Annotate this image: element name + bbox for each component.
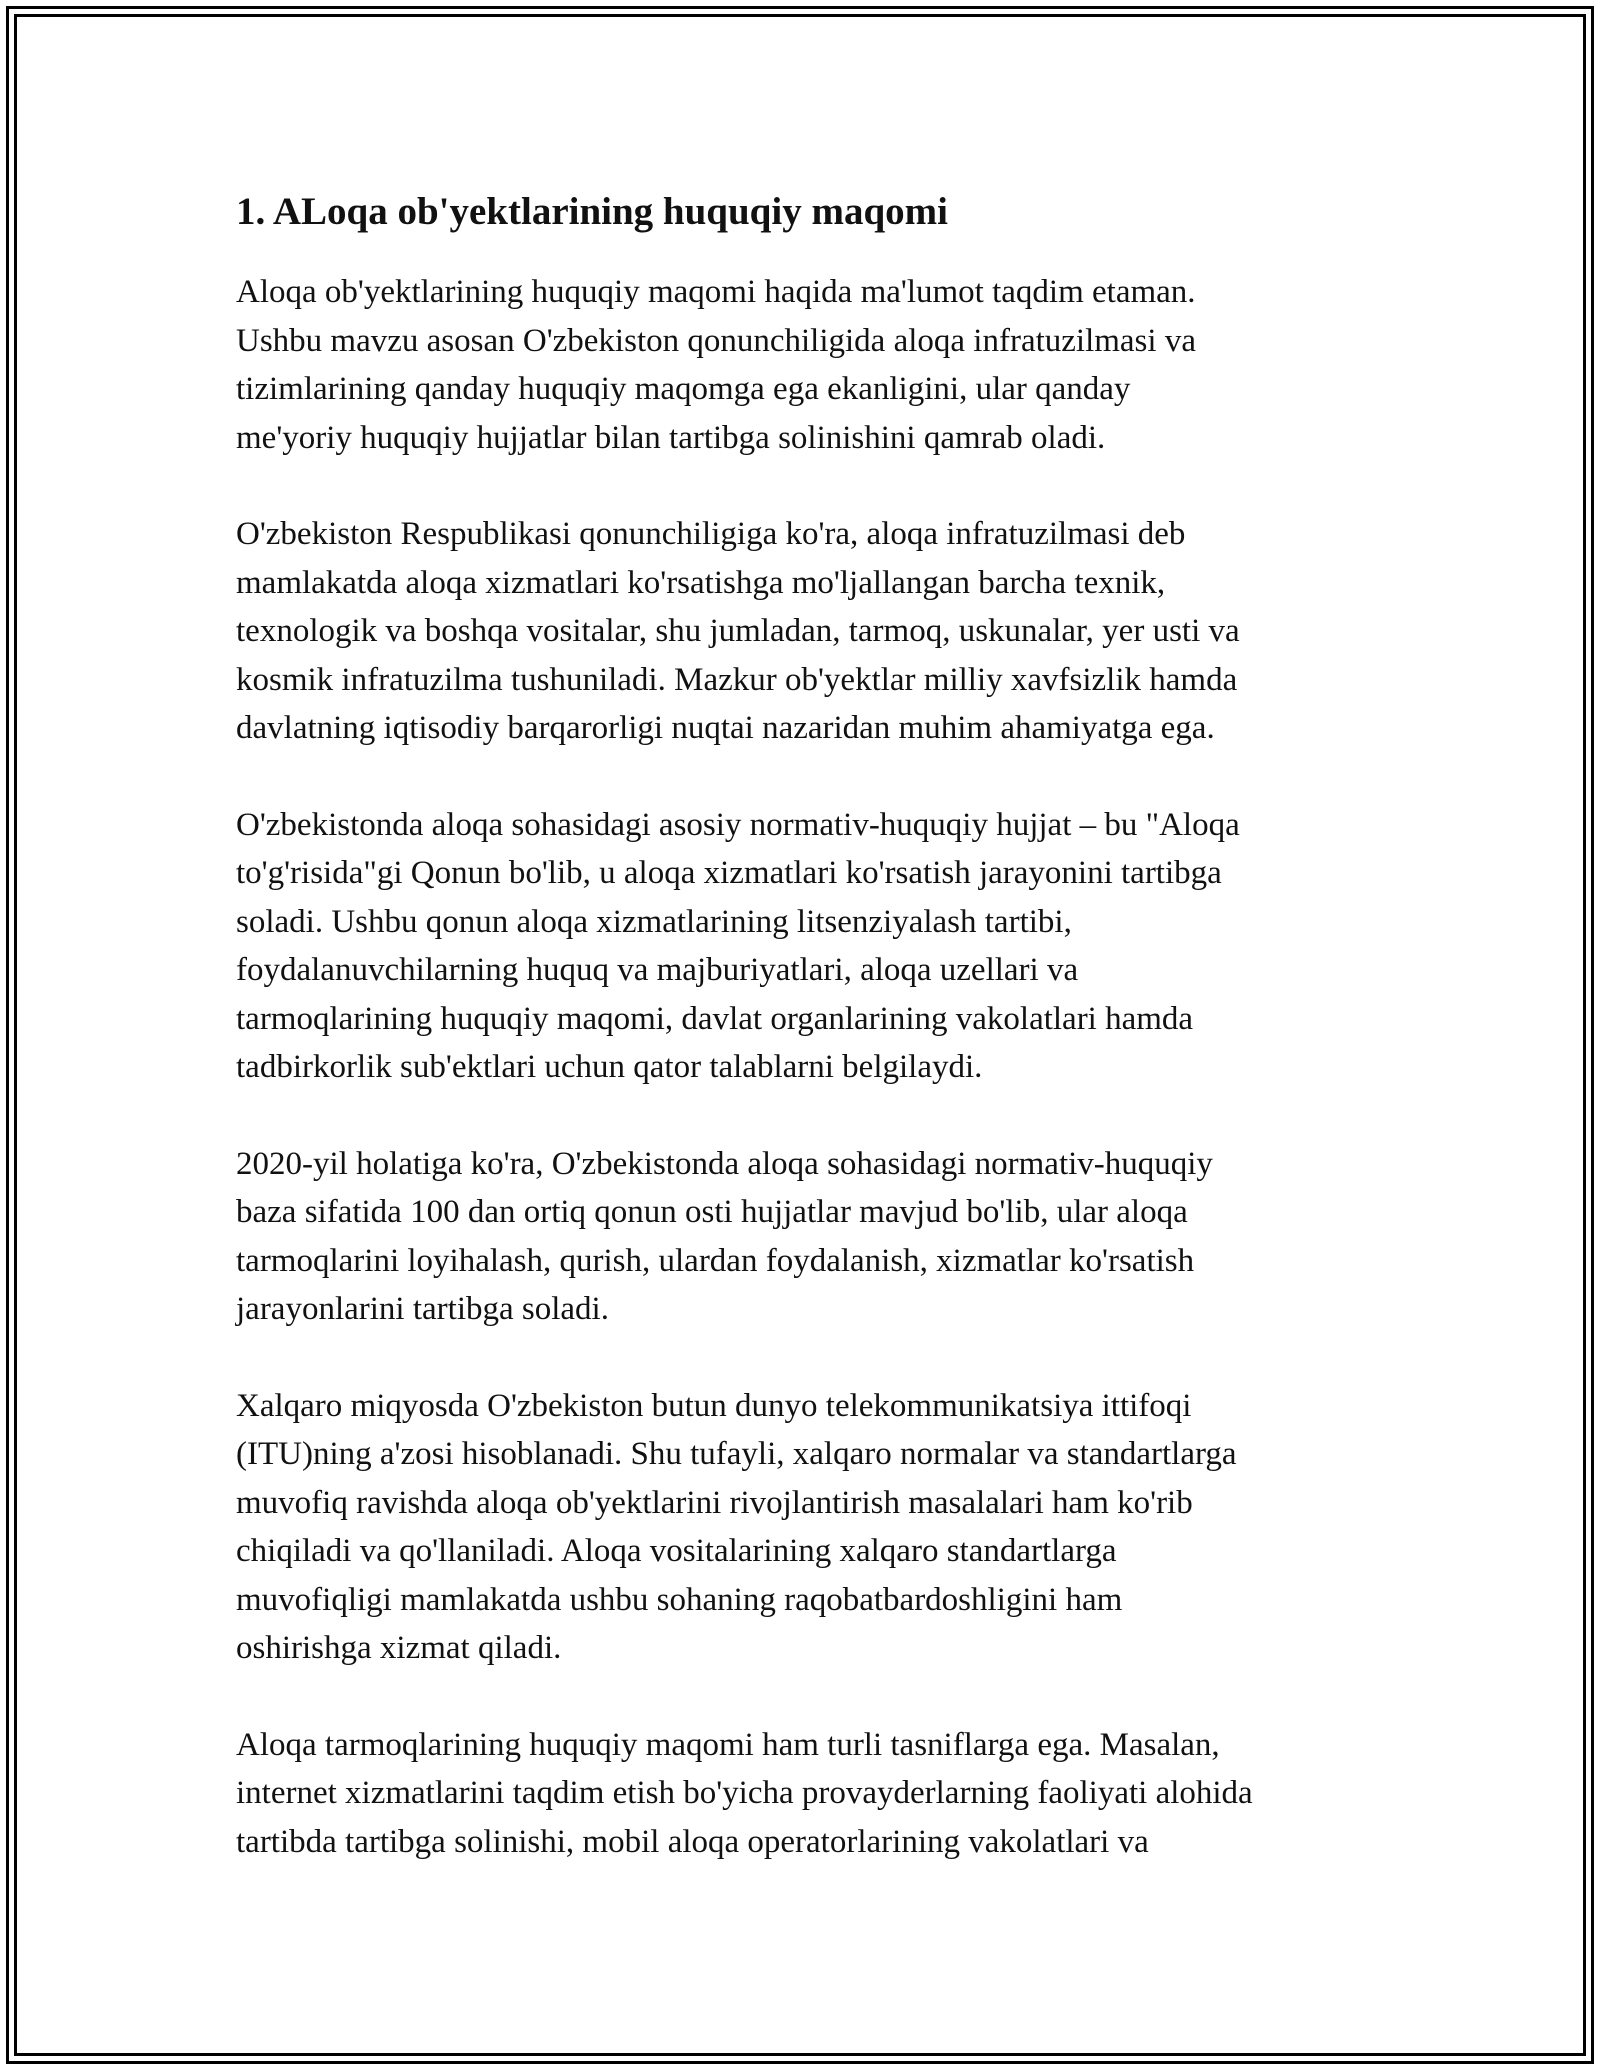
paragraph-line: 2020-yil holatiga ko'ra, O'zbekistonda aloqa sohasidagi normativ-huquqiy	[236, 1145, 1213, 1182]
paragraph-line: muvofiqligi mamlakatda ushbu sohaning raqobatbardoshligini ham	[236, 1581, 1123, 1618]
paragraph-line: baza sifatida 100 dan ortiq qonun osti hujjatlar mavjud bo'lib, ular aloqa	[236, 1194, 1188, 1230]
document-heading: 1. ALoqa ob'yektlarining huquqiy maqomi	[236, 190, 948, 233]
paragraph-6	[236, 1721, 1396, 1867]
paragraph-5	[236, 1382, 1396, 1673]
paragraph-line: chiqiladi va qo'llaniladi. Aloqa vositalarining xalqaro standartlarga	[236, 1533, 1117, 1569]
paragraph-line: O'zbekistonda aloqa sohasidagi asosiy normativ-huquqiy hujjat – bu "Aloqa	[236, 806, 1240, 843]
paragraph-line: internet xizmatlarini taqdim etish bo'yicha provayderlarning faoliyati alohida	[236, 1775, 1253, 1811]
paragraph-3	[236, 801, 1396, 1092]
paragraph-line: kosmik infratuzilma tushuniladi. Mazkur ob'yektlar milliy xavfsizlik hamda	[236, 661, 1238, 698]
paragraph-line: jarayonlarini tartibga soladi.	[236, 1291, 609, 1327]
paragraph-line: Xalqaro miqyosda O'zbekiston butun dunyo telekommunikatsiya ittifoqi	[236, 1387, 1192, 1424]
paragraph-line: mamlakatda aloqa xizmatlari ko'rsatishga mo'ljallangan barcha texnik,	[236, 564, 1166, 601]
paragraph-line: foydalanuvchilarning huquq va majburiyatlari, aloqa uzellari va	[236, 952, 1079, 988]
paragraph-line: to'g'risida"gi Qonun bo'lib, u aloqa xizmatlari ko'rsatish jarayonini tartibga	[236, 855, 1222, 891]
paragraph-line: Ushbu mavzu asosan O'zbekiston qonunchiligida aloqa infratuzilmasi va	[236, 322, 1196, 359]
paragraph-4	[236, 1140, 1396, 1334]
paragraph-line: davlatning iqtisodiy barqarorligi nuqtai nazaridan muhim ahamiyatga ega.	[236, 710, 1215, 746]
paragraph-line: tartibda tartibga solinishi, mobil aloqa operatorlarining vakolatlari va	[236, 1823, 1149, 1860]
paragraph-1	[236, 268, 1396, 462]
paragraph-line: Aloqa tarmoqlarining huquqiy maqomi ham turli tasniflarga ega. Masalan,	[236, 1726, 1220, 1763]
paragraph-2	[236, 510, 1396, 753]
paragraph-line: texnologik va boshqa vositalar, shu jumladan, tarmoq, uskunalar, yer usti va	[236, 613, 1240, 649]
paragraph-line: tadbirkorlik sub'ektlari uchun qator talablarni belgilaydi.	[236, 1049, 983, 1085]
paragraph-line: tizimlarining qanday huquqiy maqomga ega ekanligini, ular qanday	[236, 371, 1131, 407]
paragraph-line: muvofiq ravishda aloqa ob'yektlarini rivojlantirish masalalari ham ko'rib	[236, 1484, 1193, 1521]
document-body	[236, 186, 1396, 1914]
paragraph-line: me'yoriy huquqiy hujjatlar bilan tartibga solinishini qamrab oladi.	[236, 419, 1106, 456]
paragraph-line: (ITU)ning a'zosi hisoblanadi. Shu tufayli, xalqaro normalar va standartlarga	[236, 1436, 1237, 1472]
paragraph-line: soladi. Ushbu qonun aloqa xizmatlarining litsenziyalash tartibi,	[236, 903, 1072, 940]
paragraph-line: Aloqa ob'yektlarining huquqiy maqomi haqida ma'lumot taqdim etaman.	[236, 274, 1196, 310]
paragraph-line: oshirishga xizmat qiladi.	[236, 1630, 562, 1666]
paragraph-line: tarmoqlarini loyihalash, qurish, ulardan foydalanish, xizmatlar ko'rsatish	[236, 1242, 1195, 1279]
paragraph-line: tarmoqlarining huquqiy maqomi, davlat organlarining vakolatlari hamda	[236, 1000, 1194, 1037]
paragraph-line: O'zbekiston Respublikasi qonunchiligiga ko'ra, aloqa infratuzilmasi deb	[236, 516, 1186, 552]
